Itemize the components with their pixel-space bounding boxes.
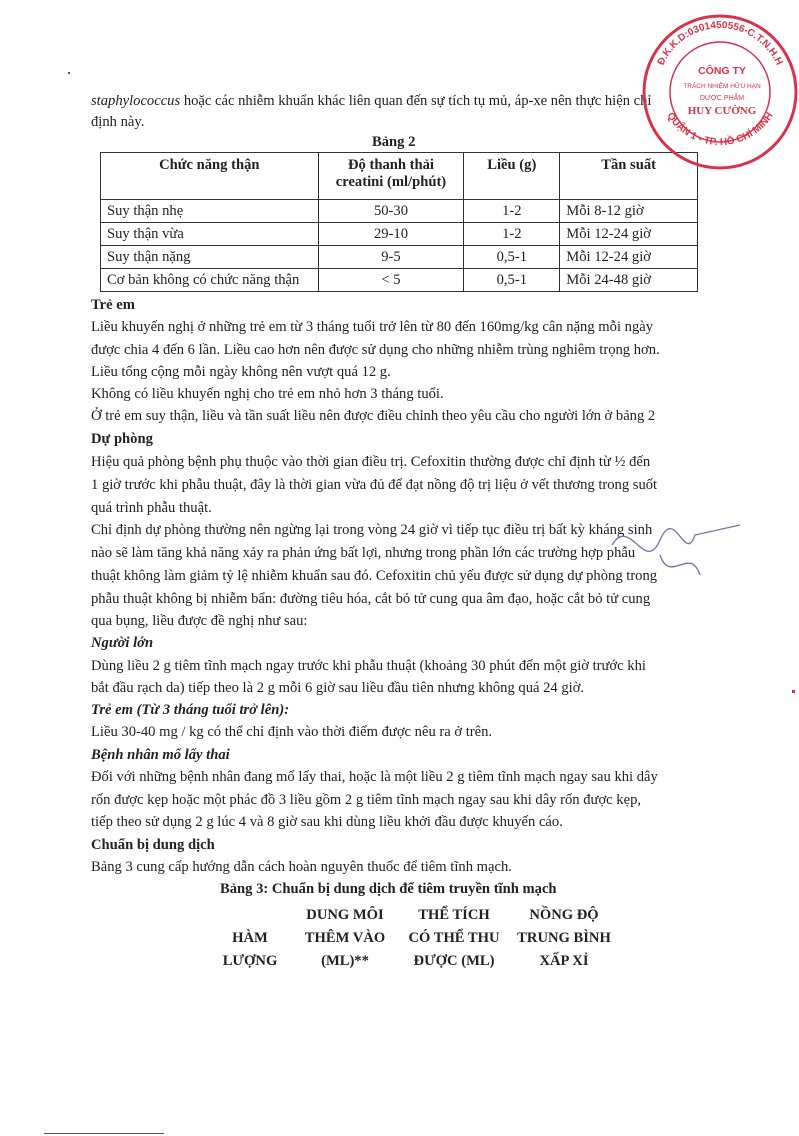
prophylaxis-line-1: Hiệu quả phòng bệnh phụ thuộc vào thời gian điều trị. Cefoxitin thường được chỉ định từ ½ đến — [91, 454, 651, 470]
header-cell: Tần suất — [560, 153, 698, 200]
header-line: TRUNG BÌNH — [517, 930, 611, 946]
header-line: LƯỢNG — [222, 953, 278, 969]
header-line: THỂ TÍCH — [418, 907, 490, 923]
table-cell: 50-30 — [318, 200, 464, 223]
signature-scribble — [600, 505, 750, 595]
prophylaxis-line-8: qua bụng, liều được đề nghị như sau: — [91, 613, 308, 629]
header-line: (ML)** — [321, 953, 369, 969]
table-row — [101, 269, 698, 292]
stamp-line-4: HUY CƯỜNG — [687, 105, 757, 117]
table-3-caption: Bảng 3: Chuẩn bị dung dịch để tiêm truyền tĩnh mạch — [220, 881, 557, 897]
table-row — [101, 200, 698, 223]
prophylaxis-line-3: quá trình phẫu thuật. — [91, 500, 212, 516]
header-line: XẤP XỈ — [539, 953, 589, 969]
margin-mark — [792, 690, 795, 693]
table-row — [101, 223, 698, 246]
prophylaxis-line-2: 1 giờ trước khi phẫu thuật, đây là thời gian vừa đủ để đạt nồng độ trị liệu ở vết thương trong suốt — [91, 477, 658, 493]
margin-mark — [68, 72, 70, 74]
header-cell — [318, 153, 464, 200]
header-line: THÊM VÀO — [304, 930, 386, 946]
stamp-line-1: CÔNG TY — [698, 65, 746, 77]
children-3m-heading: Trẻ em (Từ 3 tháng tuổi trở lên): — [91, 702, 290, 718]
header-cell: Chức năng thận — [101, 153, 319, 200]
stamp-ring-top: Đ.K.K.D:0301450556-C.T.N.H.H — [655, 19, 785, 68]
table-2-caption: Bảng 2 — [372, 134, 416, 150]
table-cell: Mỗi 12-24 giờ — [560, 246, 698, 269]
table-header-row — [101, 153, 698, 200]
header-line: NỒNG ĐỘ — [529, 907, 599, 923]
header-line: creatini (ml/phút) — [335, 174, 447, 190]
table-cell: Suy thận nặng — [101, 246, 319, 269]
table-cell: Mỗi 24-48 giờ — [560, 269, 698, 292]
table-2 — [100, 152, 698, 292]
top-paragraph-line-1 — [91, 92, 651, 111]
table-cell: Mỗi 12-24 giờ — [560, 223, 698, 246]
table-3-header-volume — [398, 904, 510, 973]
table-cell: 29-10 — [318, 223, 464, 246]
top-paragraph-text: hoặc các nhiễm khuẩn khác liên quan đến sự tích tụ mủ, áp-xe nên thực hiện chỉ — [180, 93, 652, 109]
adults-line-2: bắt đầu rạch da) tiếp theo là 2 g mỗi 6 giờ sau liều đầu tiên nhưng không quá 24 giờ. — [91, 680, 585, 696]
prophylaxis-line-5: nào sẽ làm tăng khả năng xảy ra phản ứng bất lợi, nhưng trong phần lớn các trường hợp phẫu — [91, 545, 636, 561]
table-cell: 1-2 — [464, 200, 560, 223]
prep-line-1: Bảng 3 cung cấp hướng dẫn cách hoàn nguyên thuốc để tiêm tĩnh mạch. — [91, 859, 512, 875]
header-line: ĐƯỢC (ML) — [413, 953, 495, 969]
table-3-header-concentration — [508, 904, 620, 973]
header-line: DUNG MÔI — [306, 907, 384, 923]
children-line-3: Liều tổng cộng mỗi ngày không nên vượt quá 12 g. — [91, 364, 391, 380]
italic-term: staphylococcus — [91, 93, 181, 109]
adults-heading: Người lớn — [91, 635, 154, 651]
children-heading: Trẻ em — [91, 297, 135, 313]
stamp-ring-bottom: QUẬN 1 - TP. HỒ CHÍ MINH — [664, 110, 776, 149]
children-3m-line-1: Liều 30-40 mg / kg có thể chỉ định vào thời điểm được nêu ra ở trên. — [91, 724, 493, 740]
children-line-2: được chia 4 đến 6 lần. Liều cao hơn nên được sử dụng cho những nhiễm trùng nghiêm trọng hơn. — [91, 342, 660, 358]
table-cell: Suy thận vừa — [101, 223, 319, 246]
table-cell: Mỗi 8-12 giờ — [560, 200, 698, 223]
header-cell: Liều (g) — [464, 153, 560, 200]
top-paragraph-line-2: định này. — [91, 114, 145, 130]
table-cell: < 5 — [318, 269, 464, 292]
prophylaxis-line-7: phẫu thuật không bị nhiễm bẩn: đường tiêu hóa, cắt bỏ tử cung qua âm đạo, hoặc cắt bỏ tử cung — [91, 591, 651, 607]
header-line: Độ thanh thải — [347, 157, 434, 173]
children-line-1: Liều khuyến nghị ở những trẻ em từ 3 tháng tuổi trở lên từ 80 đến 160mg/kg cân nặng mỗi ngày — [91, 319, 654, 335]
header-line: HÀM — [232, 930, 268, 946]
table-cell: Suy thận nhẹ — [101, 200, 319, 223]
adults-line-1: Dùng liều 2 g tiêm tĩnh mạch ngay trước khi phẫu thuật (khoảng 30 phút đến một giờ trước khi — [91, 658, 646, 674]
company-stamp — [640, 0, 799, 175]
table-cell: 0,5-1 — [464, 246, 560, 269]
stamp-line-2: TRÁCH NHIỆM HỮU HẠN — [683, 83, 761, 90]
cesarean-heading: Bệnh nhân mổ lấy thai — [91, 747, 230, 763]
cesarean-line-3: tiếp theo sử dụng 2 g lúc 4 và 8 giờ sau khi dùng liều khởi đầu được khuyến cáo. — [91, 814, 563, 830]
prophylaxis-heading: Dự phòng — [91, 431, 153, 447]
prep-heading: Chuẩn bị dung dịch — [91, 837, 215, 853]
children-line-5: Ở trẻ em suy thận, liều và tần suất liều nên được điều chỉnh theo yêu cầu cho người lớn ở bảng 2 — [91, 408, 656, 424]
table-3-header-solvent — [290, 904, 400, 973]
table-3-header-content — [200, 927, 300, 973]
prophylaxis-line-6: thuật không làm giảm tỷ lệ nhiễm khuẩn sau đó. Cefoxitin chủ yếu được sử dụng dự phòng trong — [91, 568, 658, 584]
bottom-rule — [44, 1133, 164, 1134]
cesarean-line-1: Đối với những bệnh nhân đang mổ lấy thai, hoặc là một liều 2 g tiêm tĩnh mạch ngay sau khi dây — [91, 769, 658, 785]
prophylaxis-line-4: Chỉ định dự phòng thường nên ngừng lại trong vòng 24 giờ vì tiếp tục điều trị bất kỳ kháng sinh — [91, 522, 653, 538]
table-cell: 0,5-1 — [464, 269, 560, 292]
children-line-4: Không có liều khuyến nghị cho trẻ em nhỏ hơn 3 tháng tuổi. — [91, 386, 444, 402]
table-cell: Cơ bản không có chức năng thận — [101, 269, 319, 292]
table-row — [101, 246, 698, 269]
cesarean-line-2: rốn được kẹp hoặc một phác đồ 3 liều gồm 2 g tiêm tĩnh mạch ngay sau khi dây rốn được kẹp, — [91, 792, 642, 808]
stamp-line-3: DƯỢC PHẨM — [699, 95, 745, 102]
table-cell: 9-5 — [318, 246, 464, 269]
header-line: CÓ THỂ THU — [408, 930, 500, 946]
table-cell: 1-2 — [464, 223, 560, 246]
